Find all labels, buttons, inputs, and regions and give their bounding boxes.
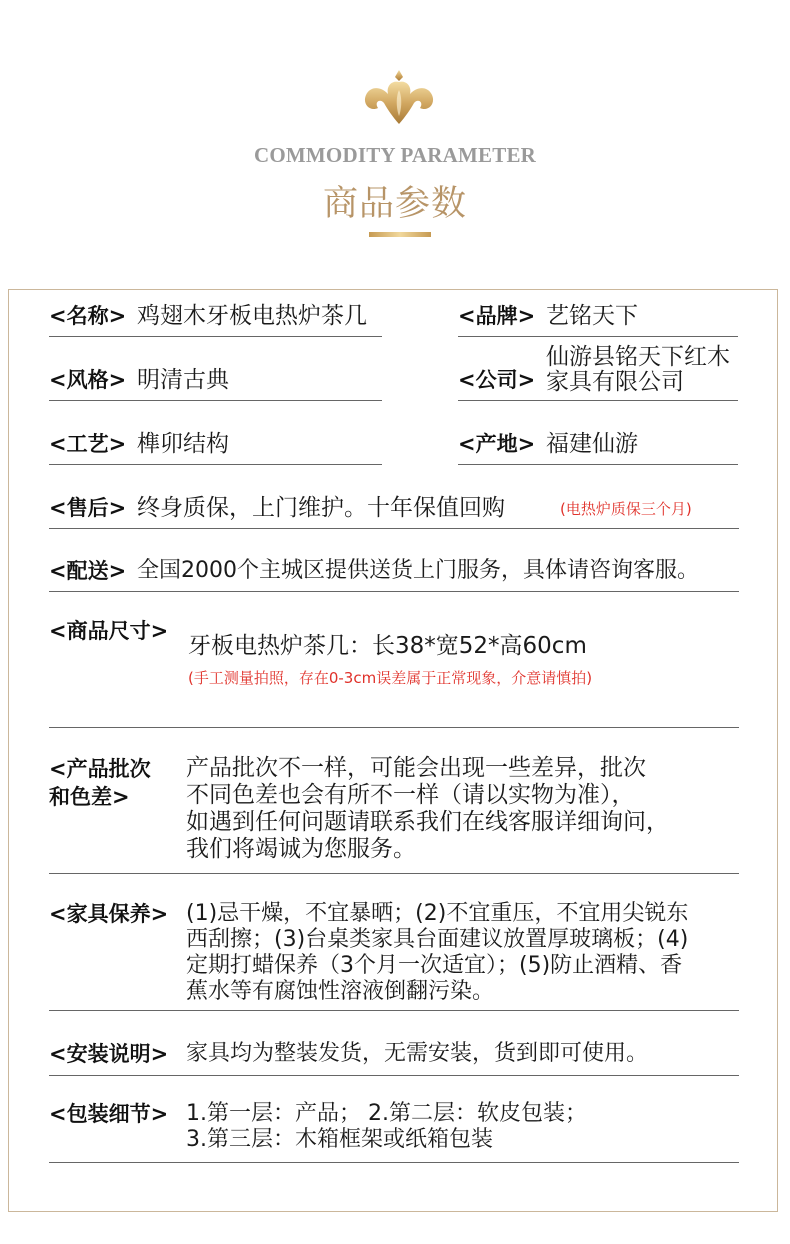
after-sales-value: 终身质保，上门维护。十年保值回购 <box>137 495 505 521</box>
craft-label: <工艺> <box>49 432 127 456</box>
name-label: <名称> <box>49 304 127 328</box>
batch-label-line1: <产品批次 <box>49 757 151 781</box>
divider <box>49 1010 739 1011</box>
brand-label: <品牌> <box>458 304 536 328</box>
divider <box>49 873 739 874</box>
company-value-line1: 仙游县铭天下红木 <box>546 344 730 370</box>
batch-line-3: 如遇到任何问题请联系我们在线客服详细询问， <box>186 809 669 835</box>
craft-value: 榫卯结构 <box>137 431 229 457</box>
packing-label: <包装细节> <box>49 1102 169 1126</box>
size-note: (手工测量拍照，存在0-3cm误差属于正常现象，介意请慎拍) <box>188 669 593 687</box>
care-line-2: 西刮擦；(3)台桌类家具台面建议放置厚玻璃板；(4) <box>186 927 689 952</box>
style-label: <风格> <box>49 368 127 392</box>
care-line-1: (1)忌干燥，不宜暴晒；(2)不宜重压，不宜用尖锐东 <box>186 901 689 926</box>
batch-label-line2: 和色差> <box>49 785 130 809</box>
divider <box>49 1162 739 1163</box>
after-sales-label: <售后> <box>49 496 127 520</box>
delivery-value: 全国2000个主城区提供送货上门服务，具体请咨询客服。 <box>137 558 699 583</box>
divider <box>49 400 382 401</box>
parameter-frame <box>8 289 778 1212</box>
english-title: COMMODITY PARAMETER <box>253 143 537 167</box>
care-line-3: 定期打蜡保养（3个月一次适宜）；(5)防止酒精、香 <box>186 953 683 978</box>
ornament-logo-icon <box>362 68 436 126</box>
divider <box>458 464 738 465</box>
size-label: <商品尺寸> <box>49 619 169 643</box>
divider <box>49 1075 739 1076</box>
name-value: 鸡翅木牙板电热炉茶几 <box>137 303 367 329</box>
batch-line-1: 产品批次不一样，可能会出现一些差异，批次 <box>186 755 646 781</box>
divider <box>458 400 738 401</box>
after-sales-note: (电热炉质保三个月) <box>560 500 692 518</box>
divider <box>49 591 739 592</box>
packing-line-1: 1.第一层：产品； 2.第二层：软皮包装； <box>186 1101 587 1126</box>
brand-value: 艺铭天下 <box>546 303 638 329</box>
batch-line-4: 我们将竭诚为您服务。 <box>186 836 416 862</box>
packing-line-2: 3.第三层：木箱框架或纸箱包装 <box>186 1127 493 1152</box>
batch-line-2: 不同色差也会有所不一样（请以实物为准）， <box>186 782 635 808</box>
install-label: <安装说明> <box>49 1042 169 1066</box>
style-value: 明清古典 <box>137 367 229 393</box>
divider <box>49 727 739 728</box>
company-value-line2: 家具有限公司 <box>546 369 684 395</box>
title-underline <box>369 232 431 237</box>
care-label: <家具保养> <box>49 902 169 926</box>
divider <box>49 464 382 465</box>
divider <box>49 528 739 529</box>
divider <box>49 336 382 337</box>
care-line-4: 蕉水等有腐蚀性溶液倒翻污染。 <box>186 979 495 1004</box>
origin-label: <产地> <box>458 432 536 456</box>
install-value: 家具均为整装发货，无需安装，货到即可使用。 <box>186 1041 649 1066</box>
divider <box>458 336 738 337</box>
size-value: 牙板电热炉茶几：长38*宽52*高60cm <box>188 633 587 659</box>
chinese-title: 商品参数 <box>322 184 467 224</box>
origin-value: 福建仙游 <box>546 431 638 457</box>
company-label: <公司> <box>458 368 536 392</box>
delivery-label: <配送> <box>49 559 127 583</box>
